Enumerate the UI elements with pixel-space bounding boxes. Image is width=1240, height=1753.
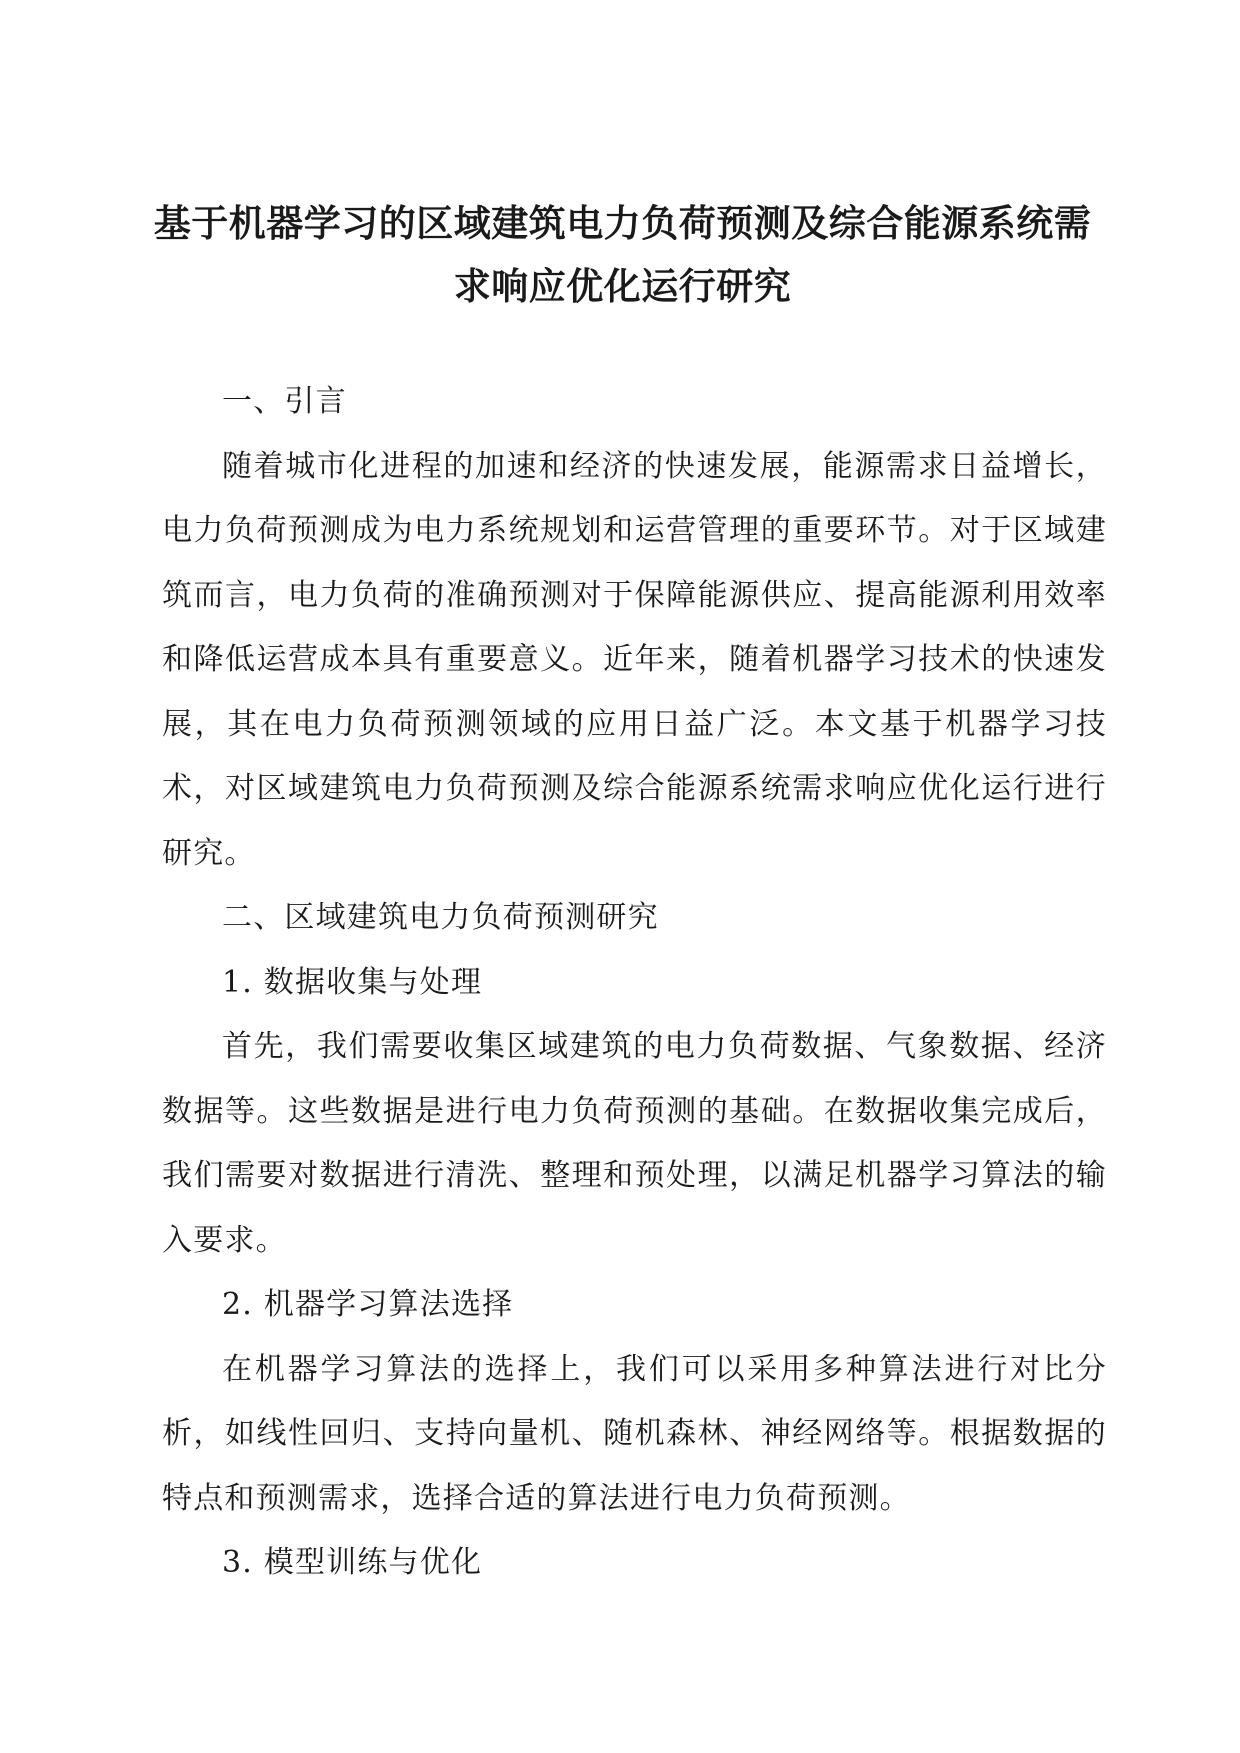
title-line-1: 基于机器学习的区域建筑电力负荷预测及综合能源系统需 bbox=[153, 202, 1092, 245]
subsection-2-paragraph: 在机器学习算法的选择上，我们可以采用多种算法进行对比分析，如线性回归、支持向量机、随机森林、神经网络等。根据数据的特点和预测需求，选择合适的算法进行电力负荷预测。 bbox=[162, 1351, 1107, 1516]
subsection-1-heading: 1. 数据收集与处理 bbox=[222, 964, 483, 1000]
title-line-2: 求响应优化运行研究 bbox=[453, 265, 792, 308]
section-1-paragraph: 随着城市化进程的加速和经济的快速发展，能源需求日益增长，电力负荷预测成为电力系统规划和运营管理的重要环节。对于区域建筑而言，电力负荷的准确预测对于保障能源供应、提高能源利用效率和降低运营成本具有重要意义。近年来，随着机器学习技术的快速发展，其在电力负荷预测领域的应用日益广泛。本文基于机器学习技术，对区域建筑电力负荷预测及综合能源系统需求响应优化运行进行研究。 bbox=[162, 448, 1107, 871]
subsection-2-heading: 2. 机器学习算法选择 bbox=[222, 1287, 514, 1322]
document-body bbox=[162, 370, 1107, 1596]
section-2-heading: 二、区域建筑电力负荷预测研究 bbox=[222, 900, 659, 935]
section-1-heading: 一、引言 bbox=[222, 384, 347, 419]
subsection-3-heading: 3. 模型训练与优化 bbox=[222, 1545, 483, 1580]
document-title bbox=[150, 192, 1095, 318]
subsection-1-paragraph: 首先，我们需要收集区域建筑的电力负荷数据、气象数据、经济数据等。这些数据是进行电力负荷预测的基础。在数据收集完成后，我们需要对数据进行清洗、整理和预处理，以满足机器学习算法的输入要求。 bbox=[162, 1029, 1107, 1258]
